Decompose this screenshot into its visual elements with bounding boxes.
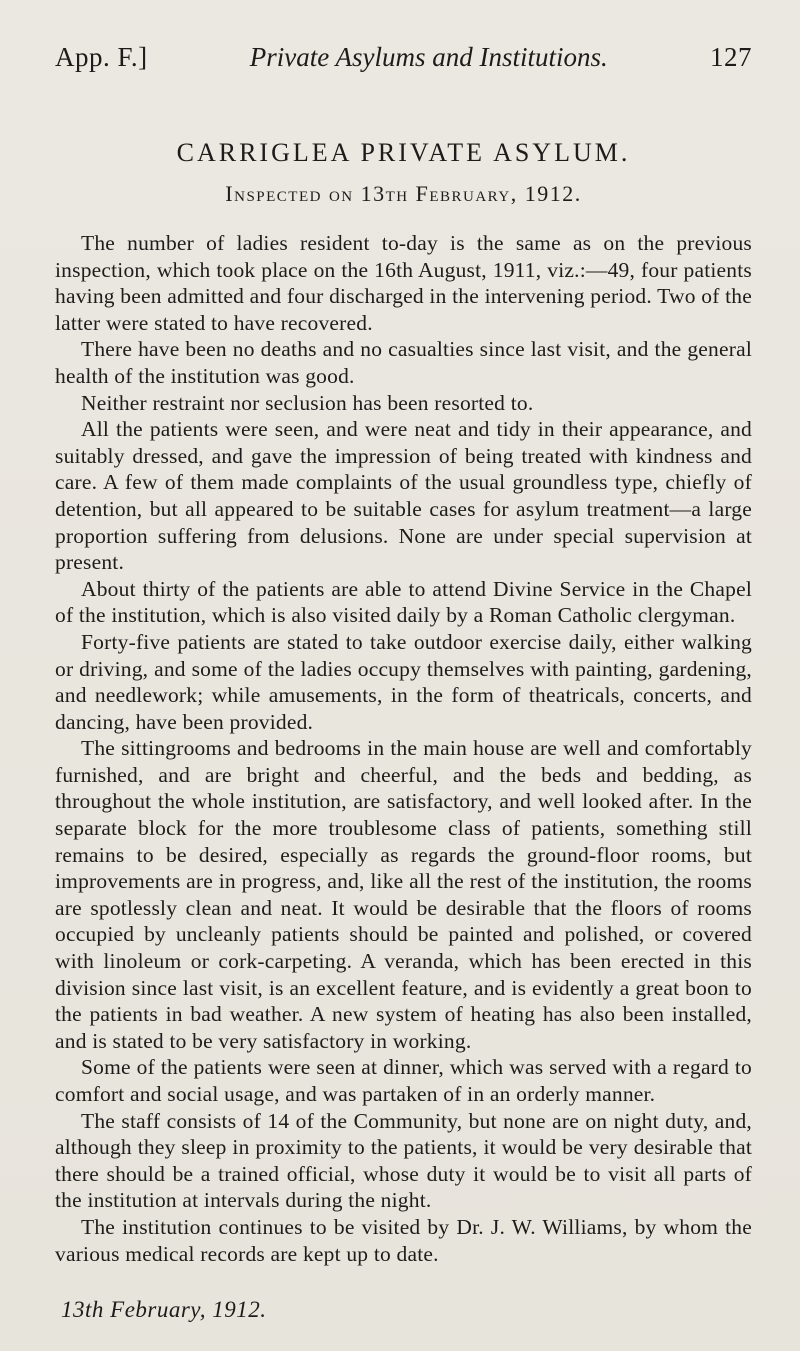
paragraph-residents: The number of ladies resident to-day is the same as on the previous inspection, which took place on the 16th August, 1911, viz.:—49, four patients having been admitted and four discharged in the intervening period. Two of the latter were stated to have recovered. [55, 231, 752, 335]
paragraph-dinner: Some of the patients were seen at dinner, which was served with a regard to comfort and social usage, and was partaken of in an orderly manner. [55, 1055, 752, 1106]
inspection-date-heading: Inspected on 13th February, 1912. [225, 181, 582, 206]
paragraph-medical: The institution continues to be visited by Dr. J. W. Williams, by whom the various medical records are kept up to date. [55, 1214, 752, 1266]
page-number: 127 [710, 42, 752, 72]
paragraph-rooms: The sittingrooms and bedrooms in the main house are well and comfortably furnished, and are bright and cheerful, and the beds and bedding, as throughout the whole institution, are satisfactory, and well looked after. In the separate block for the more troublesome class of patients, something still remains to be desired, especially as regards the ground-floor rooms, but improvements are in progress, and, like all the rest of the institution, the rooms are spotlessly clean and neat. It would be desirable that the floors of rooms occupied by uncleanly patients should be painted and polished, or covered with linoleum or cork-carpeting. A veranda, which has been erected in this division since last visit, is an excellent feature, and is evidently a great boon to the patients in bad weather. A new system of heating has also been installed, and is stated to be very satisfactory in working. [55, 736, 752, 1053]
running-head [55, 42, 752, 72]
signature-date: 13th February, 1912. [61, 1297, 267, 1323]
paragraph-restraint: Neither restraint nor seclusion has been resorted to. [81, 390, 534, 415]
paragraph-divine-service: About thirty of the patients are able to attend Divine Service in the Chapel of the institution, which is also visited daily by a Roman Catholic clergyman. [55, 576, 752, 628]
paragraph-staff: The staff consists of 14 of the Community, but none are on night duty, and, although they sleep in proximity to the patients, it would be very desirable that there should be a trained official, whose duty it would be to visit all parts of the institution at intervals during the night. [55, 1108, 752, 1213]
paragraph-exercise: Forty-five patients are stated to take outdoor exercise daily, either walking or driving, and some of the ladies occupy themselves with painting, gardening, and needlework; while amusements, in the form of theatricals, concerts, and dancing, have been provided. [55, 629, 752, 734]
section-heading: Private Asylums and Institutions. [249, 42, 608, 72]
appendix-label: App. F.] [55, 42, 148, 72]
paragraph-patients-seen: All the patients were seen, and were neat and tidy in their appearance, and suitably dressed, and gave the impression of being treated with kindness and care. A few of them made complaints of the usual groundless type, chiefly of detention, but all appeared to be suitable cases for asylum treatment—a large proportion suffering from delusions. None are under special supervision at present. [55, 417, 752, 575]
report-body [55, 230, 752, 1267]
paragraph-deaths: There have been no deaths and no casualties since last visit, and the general health of the institution was good. [55, 337, 752, 388]
page-title: CARRIGLEA PRIVATE ASYLUM. [176, 138, 631, 167]
